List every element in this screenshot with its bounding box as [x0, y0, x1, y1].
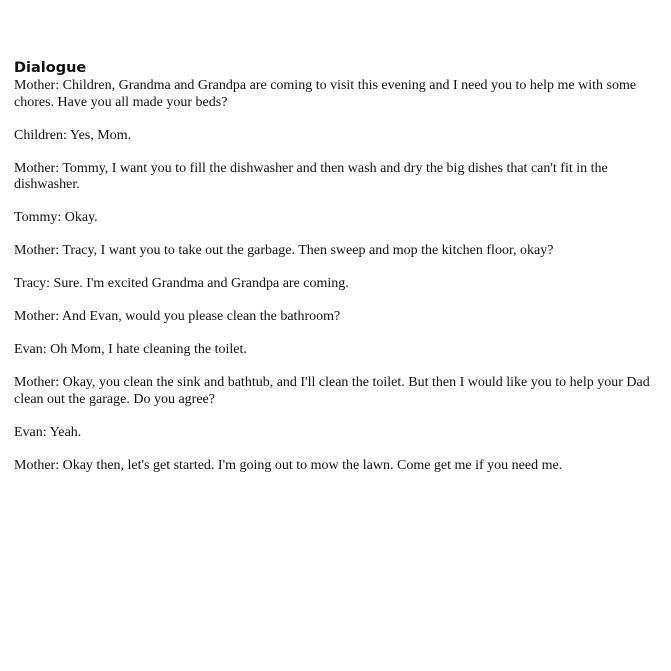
dialogue-line	[14, 78, 654, 111]
document-heading: Dialogue	[14, 60, 87, 76]
dialogue-line	[14, 128, 654, 145]
dialogue-line	[14, 342, 654, 359]
speaker-name: Evan:	[14, 342, 47, 357]
speaker-name: Mother:	[14, 375, 60, 390]
speaker-name: Mother:	[14, 309, 60, 324]
speaker-name: Tommy:	[14, 210, 62, 225]
dialogue-line	[14, 425, 654, 442]
speaker-name: Mother:	[14, 243, 60, 258]
speaker-name: Mother:	[14, 78, 60, 93]
speaker-name: Children:	[14, 127, 67, 143]
dialogue-line	[14, 161, 654, 194]
line-text: Children, Grandma and Grandpa are coming to visit this evening and I need you to help me with some chores. Have you all made your beds?	[14, 78, 637, 110]
dialogue-document	[14, 60, 654, 474]
speaker-name: Mother:	[14, 457, 60, 473]
line-text: And Evan, would you please clean the bathroom?	[61, 309, 341, 324]
line-text: Okay then, let's get started. I'm going out to mow the lawn. Come get me if you need me.	[62, 457, 563, 473]
dialogue-line	[14, 243, 654, 260]
line-text: Yeah.	[49, 424, 82, 440]
line-text: Oh Mom, I hate cleaning the toilet.	[50, 342, 247, 357]
dialogue-lines	[14, 78, 654, 474]
speaker-name: Evan:	[14, 424, 47, 440]
dialogue-line	[14, 375, 654, 408]
dialogue-line	[14, 309, 654, 326]
speaker-name: Tracy:	[14, 276, 51, 291]
line-text: Sure. I'm excited Grandma and Grandpa are coming.	[53, 276, 349, 291]
line-text: Tracy, I want you to take out the garbage. Then sweep and mop the kitchen floor, okay?	[62, 243, 554, 258]
dialogue-line	[14, 210, 654, 227]
line-text: Tommy, I want you to fill the dishwasher and then wash and dry the big dishes that can't fit in the dishwasher.	[14, 160, 608, 192]
dialogue-line	[14, 458, 654, 475]
line-text: Yes, Mom.	[69, 127, 132, 143]
line-text: Okay, you clean the sink and bathtub, and I'll clean the toilet. But then I would like you to help your Dad clean out the garage. Do you agree?	[14, 375, 650, 407]
line-text: Okay.	[64, 210, 98, 225]
speaker-name: Mother:	[14, 160, 60, 176]
dialogue-line	[14, 276, 654, 293]
